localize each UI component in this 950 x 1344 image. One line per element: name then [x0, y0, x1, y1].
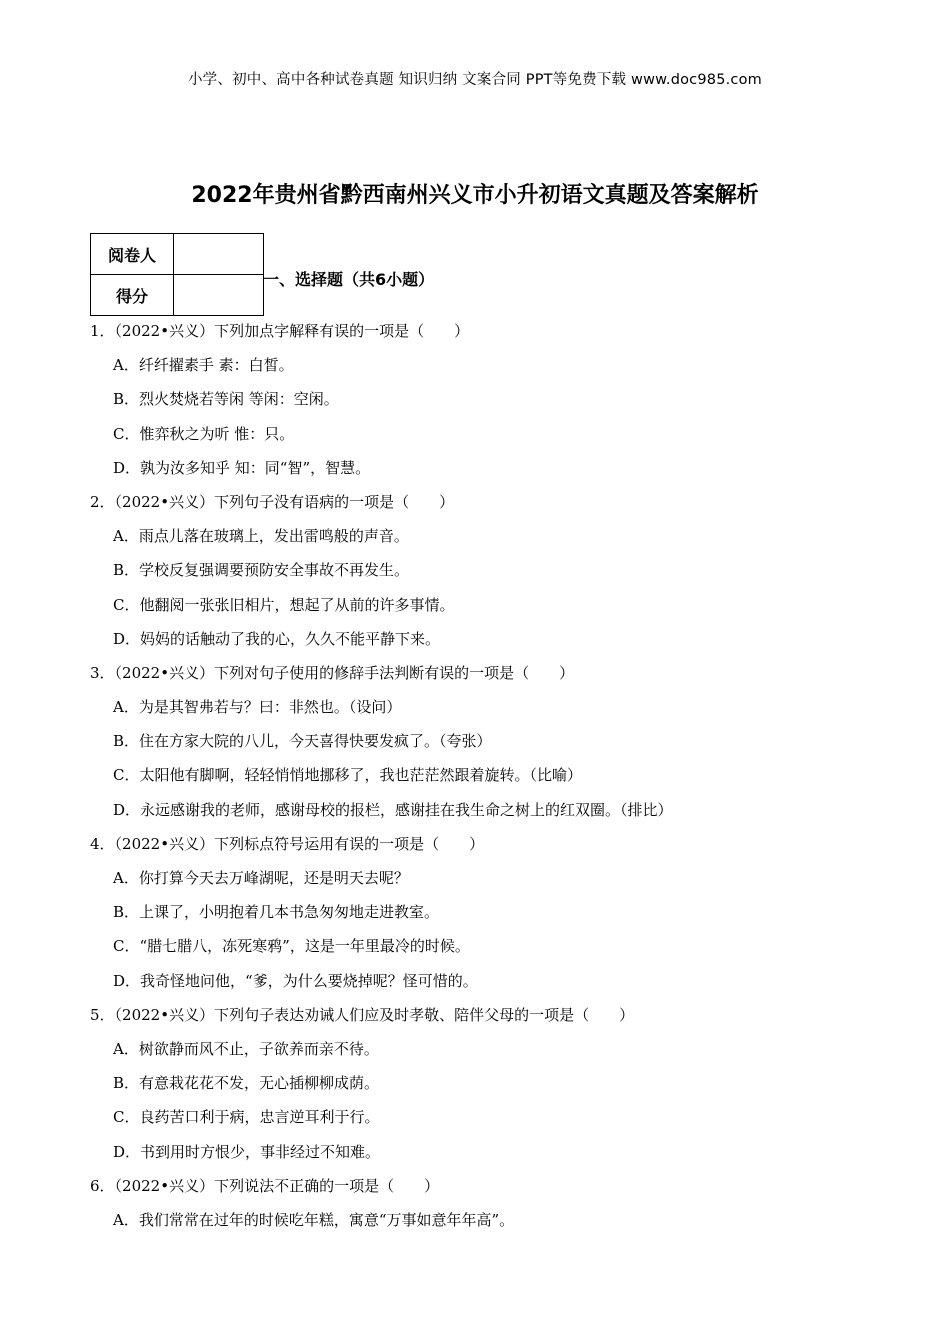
question-4-option-d: D．我奇怪地问他，“爹，为什么要烧掉呢？怪可惜的。	[113, 971, 478, 990]
question-6-option-a: A．我们常常在过年的时候吃年糕，寓意“万事如意年年高”。	[113, 1210, 515, 1229]
question-1-option-b: B．烈火焚烧若等闲 等闲：空闲。	[113, 390, 339, 409]
question-4-stem: 4．（2022•兴义）下列标点符号运用有误的一项是（ ）	[90, 834, 485, 853]
question-3-option-a: A．为是其智弗若与？曰：非然也。（设问）	[113, 698, 402, 717]
question-1-option-a: A．纤纤擢素手 素：白皙。	[113, 356, 294, 375]
question-5-stem: 5．（2022•兴义）下列句子表达劝诫人们应及时孝敬、陪伴父母的一项是（ ）	[90, 1005, 635, 1024]
question-1-stem: 1．（2022•兴义）下列加点字解释有误的一项是（ ）	[90, 322, 470, 340]
question-2-option-a: A．雨点儿落在玻璃上，发出雷鸣般的声音。	[113, 527, 409, 546]
question-4-option-a: A．你打算今天去万峰湖呢，还是明天去呢？	[113, 869, 409, 887]
question-3-option-b: B．住在方家大院的八儿，今天喜得快要发疯了。（夸张）	[113, 732, 492, 751]
question-3-stem: 3．（2022•兴义）下列对句子使用的修辞手法判断有误的一项是（ ）	[90, 663, 575, 682]
question-list	[0, 318, 950, 1241]
score-label: 得分	[91, 275, 174, 316]
section-heading: 一、选择题（共6小题）	[263, 270, 435, 289]
question-3-option-d: D．永远感谢我的老师，感谢母校的报栏，感谢挂在我生命之树上的红双圈。（排比）	[113, 800, 673, 819]
question-2-option-c: C．他翻阅一张张旧相片，想起了从前的许多事情。	[113, 595, 455, 614]
reviewer-cell	[174, 234, 264, 275]
question-3-option-c: C．太阳他有脚啊，轻轻悄悄地挪移了，我也茫茫然跟着旋转。（比喻）	[113, 766, 582, 785]
score-row	[91, 275, 264, 316]
reviewer-label: 阅卷人	[91, 234, 174, 275]
question-4-option-c: C．“腊七腊八，冻死寒鸦”，这是一年里最冷的时候。	[113, 937, 470, 956]
question-4-option-b: B．上课了，小明抱着几本书急匆匆地走进教室。	[113, 903, 440, 922]
question-6-stem: 6．（2022•兴义）下列说法不正确的一项是（ ）	[90, 1176, 440, 1195]
question-5-option-a: A．树欲静而风不止，子欲养而亲不待。	[113, 1039, 379, 1058]
site-header: 小学、初中、高中各种试卷真题 知识归纳 文案合同 PPT等免费下载 www.doc985.com	[187, 72, 763, 88]
page-title: 2022年贵州省黔西南州兴义市小升初语文真题及答案解析	[191, 183, 759, 208]
question-2-stem: 2．（2022•兴义）下列句子没有语病的一项是（ ）	[90, 492, 455, 511]
question-1-option-d: D．孰为汝多知乎 知：同“智”，智慧。	[113, 458, 371, 477]
question-1-option-c: C．惟弈秋之为听 惟：只。	[113, 424, 295, 443]
reviewer-row	[91, 234, 264, 275]
score-cell	[174, 275, 264, 316]
question-2-option-b: B．学校反复强调要预防安全事故不再发生。	[113, 561, 410, 580]
question-5-option-c: C．良药苦口利于病，忠言逆耳利于行。	[113, 1108, 380, 1127]
question-5-option-b: B．有意栽花花不发，无心插柳柳成荫。	[113, 1074, 380, 1093]
question-5-option-d: D．书到用时方恨少，事非经过不知难。	[113, 1142, 381, 1161]
question-2-option-d: D．妈妈的话触动了我的心，久久不能平静下来。	[113, 629, 441, 648]
grader-score-table	[90, 233, 264, 316]
